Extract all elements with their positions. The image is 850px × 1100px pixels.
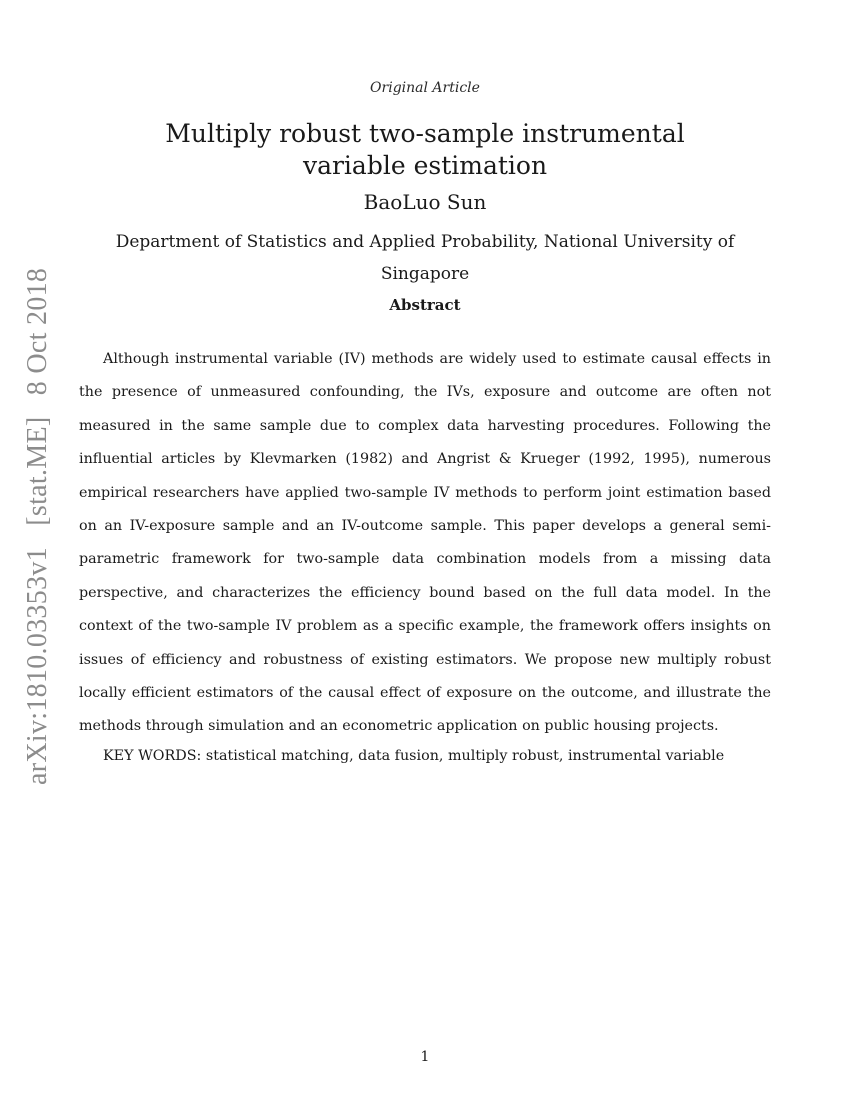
article-type-label: Original Article [370, 80, 480, 96]
arxiv-date: 8 Oct 2018 [22, 267, 53, 396]
author-affiliation: Department of Statistics and Applied Probability, National University of Singapore [115, 232, 735, 284]
keywords: KEY WORDS: statistical matching, data fusion, multiply robust, instrumental variable [103, 748, 725, 764]
page-number: 1 [420, 1049, 430, 1065]
arxiv-identifier: arXiv:1810.03353v1 [22, 547, 53, 785]
author-name: BaoLuo Sun [363, 190, 487, 214]
abstract-body: Although instrumental variable (IV) methods are widely used to estimate causal effects in the presence of unmeasured confounding, the IVs, exposure and outcome are often not measured in the same sample due to complex data harvesting procedures. Following the influential articles by Klevmarken (1982) and Angrist & Krueger (1992, 1995), numerous empirical researchers have applied two-sample IV methods to perform joint estimation based on an IV-exposure sample and an IV-outcome sample. This paper develops a general semi-parametric framework for two-sample data combination models from a missing data perspective, and characterizes the efficiency bound based on the full data model. In the context of the two-sample IV problem as a specific example, the framework offers insights on issues of efficiency and robustness of existing estimators. We propose new multiply robust locally efficient estimators of the causal effect of exposure on the outcome, and illustrate the methods through simulation and an econometric application on public housing projects. [79, 351, 771, 735]
paper-title: Multiply robust two-sample instrumental variable estimation [165, 119, 685, 180]
arxiv-category: [stat.ME] [22, 416, 53, 526]
arxiv-side-stamp [16, 267, 60, 785]
abstract-heading: Abstract [389, 296, 461, 314]
